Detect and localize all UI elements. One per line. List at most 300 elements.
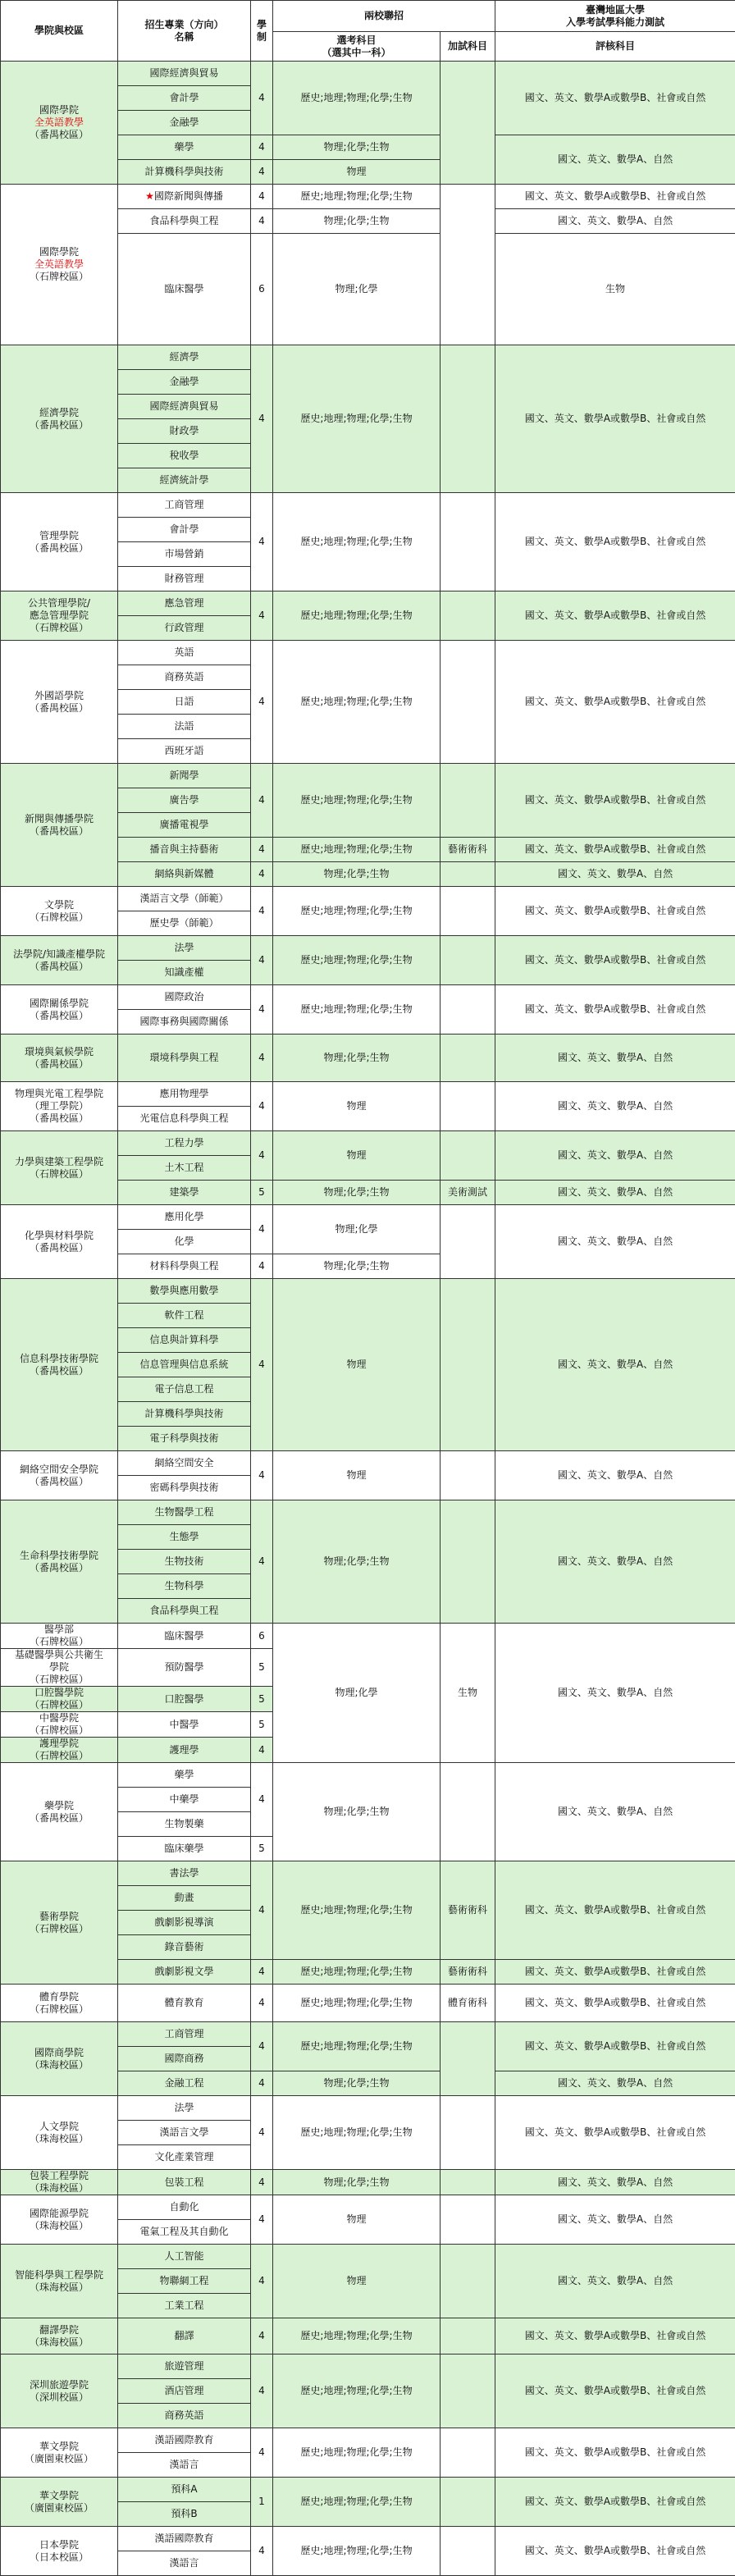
major-cell — [118, 665, 251, 690]
table-row — [1, 1131, 735, 1156]
extra-subject-cell — [441, 2096, 495, 2170]
extra-subject-cell — [441, 764, 495, 838]
college-line: 護理學院 — [3, 1738, 115, 1750]
years-cell: 4 — [251, 2245, 273, 2318]
major-name: 中藥學 — [169, 1793, 199, 1805]
major-cell — [118, 1230, 251, 1254]
test-subject-cell: 物理;化學;生物 — [273, 209, 441, 234]
header-test-subjects: 選考科目 （選其中一科） — [273, 32, 441, 62]
college-line: 國際學院 — [3, 104, 115, 116]
college-line: （番禺校區） — [3, 1562, 115, 1574]
college-line: （深圳校區） — [3, 2391, 115, 2404]
major-cell — [118, 838, 251, 862]
college-line: （珠海校區） — [3, 2220, 115, 2232]
college-line: 全英語教學 — [3, 258, 115, 271]
test-subject-cell: 歷史;地理;物理;化學;生物 — [273, 2354, 441, 2428]
years-cell: 4 — [251, 2527, 273, 2576]
header-college: 學院與校區 — [1, 1, 118, 62]
extra-subject-cell — [441, 862, 495, 887]
major-cell — [118, 1550, 251, 1574]
college-line: （番禺校區） — [3, 1242, 115, 1254]
test-subject-cell: 歷史;地理;物理;化學;生物 — [273, 985, 441, 1035]
major-cell — [118, 1788, 251, 1812]
table-row — [1, 936, 735, 961]
major-name: 漢語國際教育 — [154, 2533, 213, 2544]
college-line: （珠海校區） — [3, 2182, 115, 2195]
major-name: 藥學 — [174, 1769, 194, 1780]
major-cell — [118, 1574, 251, 1599]
test-subject-cell: 歷史;地理;物理;化學;生物 — [273, 1960, 441, 1985]
major-name: 經濟學 — [169, 351, 199, 363]
major-cell — [118, 887, 251, 911]
major-name: 食品科學與工程 — [149, 1605, 218, 1616]
years-cell: 4 — [251, 1738, 273, 1763]
extra-subject-cell — [441, 1763, 495, 1861]
major-cell — [118, 690, 251, 715]
major-cell — [118, 86, 251, 111]
test-subject-cell: 歷史;地理;物理;化學;生物 — [273, 493, 441, 591]
extra-subject-cell: 藝術術科 — [441, 1960, 495, 1985]
major-cell — [118, 1624, 251, 1649]
major-cell — [118, 1738, 251, 1763]
major-name: 建築學 — [169, 1186, 199, 1198]
major-cell — [118, 936, 251, 961]
major-name: 英語 — [174, 646, 194, 658]
extra-subject-cell — [441, 2428, 495, 2478]
major-name: 播音與主持藝術 — [149, 843, 218, 855]
years-cell: 5 — [251, 1712, 273, 1738]
college-cell — [1, 2022, 118, 2096]
eval-subject-cell: 國文、英文、數學A或數學B、社會或自然 — [495, 887, 735, 936]
college-line: 包裝工程學院 — [3, 2170, 115, 2182]
table-row — [1, 591, 735, 616]
major-cell — [118, 985, 251, 1010]
major-name: 藥學 — [174, 141, 194, 153]
major-name: 生物科學 — [164, 1580, 203, 1592]
major-cell — [118, 135, 251, 160]
major-name: 法學 — [174, 942, 194, 953]
major-cell — [118, 715, 251, 739]
major-cell — [118, 1911, 251, 1935]
college-cell — [1, 1451, 118, 1500]
test-subject-cell: 歷史;地理;物理;化學;生物 — [273, 2022, 441, 2071]
major-name: 信息管理與信息系統 — [139, 1359, 228, 1370]
years-cell: 4 — [251, 764, 273, 838]
college-line: （石牌校區） — [3, 1923, 115, 1935]
years-cell: 4 — [251, 1279, 273, 1451]
eval-subject-cell: 國文、英文、數學A或數學B、社會或自然 — [495, 2428, 735, 2478]
eval-subject-cell: 國文、英文、數學A或數學B、社會或自然 — [495, 345, 735, 493]
major-cell — [118, 1328, 251, 1353]
extra-subject-cell: 生物 — [441, 1624, 495, 1763]
years-cell: 4 — [251, 591, 273, 641]
major-cell — [118, 209, 251, 234]
eval-subject-cell: 國文、英文、數學A、自然 — [495, 862, 735, 887]
major-cell — [118, 2170, 251, 2195]
years-cell: 4 — [251, 1500, 273, 1624]
table-row — [1, 2245, 735, 2269]
years-cell: 4 — [251, 641, 273, 764]
major-cell — [118, 493, 251, 518]
header-joint: 兩校聯招 — [273, 1, 495, 32]
major-name: 應用化學 — [164, 1211, 203, 1222]
major-cell — [118, 2245, 251, 2269]
college-line: 網絡空間安全學院 — [3, 1464, 115, 1476]
major-name: 國際經濟與貿易 — [149, 400, 218, 412]
test-subject-cell: 歷史;地理;物理;化學;生物 — [273, 2096, 441, 2170]
major-name: 電子科學與技術 — [149, 1432, 218, 1444]
years-cell: 1 — [251, 2478, 273, 2527]
college-line: 日本學院 — [3, 2539, 115, 2551]
extra-subject-cell — [441, 2245, 495, 2318]
major-cell — [118, 1010, 251, 1035]
eval-subject-cell: 國文、英文、數學A或數學B、社會或自然 — [495, 2527, 735, 2576]
extra-subject-cell: 美術測試 — [441, 1181, 495, 1205]
major-cell — [118, 1353, 251, 1377]
college-line: （石牌校區） — [3, 1168, 115, 1181]
table-row — [1, 1763, 735, 1788]
test-subject-cell: 物理;化學;生物 — [273, 1500, 441, 1624]
major-cell — [118, 1935, 251, 1960]
eval-subject-cell: 國文、英文、數學A、自然 — [495, 2245, 735, 2318]
major-cell — [118, 2502, 251, 2527]
eval-subject-cell: 國文、英文、數學A或數學B、社會或自然 — [495, 985, 735, 1035]
major-name: 錄音藝術 — [164, 1941, 203, 1953]
major-name: 工商管理 — [164, 499, 203, 510]
college-line: （番禺校區） — [3, 1112, 115, 1125]
major-cell — [118, 1985, 251, 2022]
eval-subject-cell: 國文、英文、數學A、自然 — [495, 1763, 735, 1861]
major-name: 物聯網工程 — [159, 2275, 208, 2286]
extra-subject-cell — [441, 591, 495, 641]
major-name: 知識產權 — [164, 966, 203, 978]
years-cell: 4 — [251, 2195, 273, 2245]
major-name: 金融學 — [169, 116, 199, 128]
years-cell: 6 — [251, 234, 273, 345]
major-name: 電氣工程及其自動化 — [139, 2226, 228, 2237]
major-cell — [118, 160, 251, 185]
college-line: （番禺校區） — [3, 1010, 115, 1022]
college-line: （石牌校區） — [3, 2003, 115, 2016]
college-cell — [1, 1082, 118, 1131]
test-subject-cell: 物理;化學;生物 — [273, 1181, 441, 1205]
college-cell — [1, 345, 118, 493]
major-name: 西班牙語 — [164, 745, 203, 756]
major-name: 漢語言文學 — [159, 2126, 208, 2138]
major-name: 材料科學與工程 — [149, 1260, 218, 1272]
college-line: 應急管理學院 — [3, 610, 115, 622]
eval-subject-cell: 國文、英文、數學A或數學B、社會或自然 — [495, 493, 735, 591]
extra-subject-cell: 生物 — [495, 234, 735, 345]
eval-subject-cell: 國文、英文、數學A或數學B、社會或自然 — [495, 838, 735, 862]
major-cell — [118, 2071, 251, 2096]
major-name: 自動化 — [169, 2201, 199, 2213]
test-subject-cell: 歷史;地理;物理;化學;生物 — [273, 185, 441, 209]
college-line: 物理與光電工程學院 — [3, 1088, 115, 1100]
college-line: （石牌校區） — [3, 1724, 115, 1737]
table-row — [1, 2527, 735, 2551]
major-name: 生態學 — [169, 1531, 199, 1542]
college-line: （珠海校區） — [3, 2133, 115, 2145]
years-cell: 4 — [251, 185, 273, 209]
college-cell — [1, 2428, 118, 2478]
major-cell — [118, 2220, 251, 2245]
major-name: 包裝工程 — [164, 2176, 203, 2188]
major-name: 中醫學 — [169, 1719, 199, 1730]
college-line: 深圳旅遊學院 — [3, 2379, 115, 2391]
college-line: 新聞與傳播學院 — [3, 813, 115, 825]
major-cell — [118, 2195, 251, 2220]
test-subject-cell: 物理;化學;生物 — [273, 1763, 441, 1861]
college-cell — [1, 1205, 118, 1279]
major-cell — [118, 1763, 251, 1788]
table-row — [1, 1624, 735, 1649]
years-cell: 4 — [251, 1205, 273, 1254]
college-line: （番禺校區） — [3, 961, 115, 973]
college-line: 基礎醫學與公共衛生 — [3, 1649, 115, 1661]
extra-subject-cell — [441, 2022, 495, 2096]
major-cell — [118, 1451, 251, 1476]
college-line: 中醫學院 — [3, 1712, 115, 1724]
eval-subject-cell: 國文、英文、數學A或數學B、社會或自然 — [495, 62, 735, 135]
college-line: 國際商學院 — [3, 2047, 115, 2059]
college-line: （番禺校區） — [3, 419, 115, 432]
major-name: 化學 — [174, 1235, 194, 1247]
major-cell — [118, 185, 251, 209]
table-row — [1, 2195, 735, 2220]
years-cell: 4 — [251, 985, 273, 1035]
college-cell — [1, 2170, 118, 2195]
table-row — [1, 764, 735, 788]
college-line: 環境與氣候學院 — [3, 1046, 115, 1058]
college-line: 外國語學院 — [3, 690, 115, 702]
major-cell — [118, 1254, 251, 1279]
major-cell — [118, 2551, 251, 2576]
eval-subject-cell: 國文、英文、數學A或數學B、社會或自然 — [495, 641, 735, 764]
table-row — [1, 1861, 735, 1886]
extra-subject-cell — [441, 2318, 495, 2354]
table-row — [1, 2022, 735, 2047]
extra-subject-cell: 體育術科 — [441, 1985, 495, 2022]
test-subject-cell: 歷史;地理;物理;化學;生物 — [273, 62, 441, 135]
years-cell: 4 — [251, 1131, 273, 1181]
table-row — [1, 1500, 735, 1525]
major-cell — [118, 911, 251, 936]
table-row — [1, 2354, 735, 2379]
years-cell: 4 — [251, 887, 273, 936]
college-line: （番禺校區） — [3, 129, 115, 141]
college-line: （廣園東校區） — [3, 2502, 115, 2514]
extra-subject-cell: 藝術術科 — [441, 1861, 495, 1960]
test-subject-cell: 物理;化學;生物 — [273, 2071, 441, 2096]
eval-subject-cell: 國文、英文、數學A或數學B、社會或自然 — [495, 1960, 735, 1985]
extra-subject-cell — [441, 2478, 495, 2527]
table-row — [1, 2318, 735, 2354]
major-name: 應急管理 — [164, 597, 203, 609]
extra-subject-cell — [441, 185, 495, 345]
eval-subject-cell: 國文、英文、數學A、自然 — [495, 1205, 735, 1279]
major-cell — [118, 2404, 251, 2428]
major-name: 網絡空間安全 — [154, 1457, 213, 1468]
test-subject-cell: 物理 — [273, 1451, 441, 1500]
major-name: 生物醫學工程 — [154, 1506, 213, 1518]
college-line: （珠海校區） — [3, 2059, 115, 2071]
years-cell: 4 — [251, 2354, 273, 2428]
major-cell — [118, 1886, 251, 1911]
years-cell: 6 — [251, 1624, 273, 1649]
major-name: 預科B — [171, 2508, 197, 2519]
major-cell — [118, 518, 251, 542]
major-cell — [118, 444, 251, 468]
college-cell — [1, 1649, 118, 1687]
extra-subject-cell — [441, 2527, 495, 2576]
major-cell — [118, 395, 251, 419]
years-cell: 4 — [251, 2022, 273, 2071]
years-cell: 4 — [251, 2096, 273, 2170]
test-subject-cell: 歷史;地理;物理;化學;生物 — [273, 641, 441, 764]
college-line: 藥學院 — [3, 1800, 115, 1812]
test-subject-cell: 物理 — [273, 160, 441, 185]
major-name: 口腔醫學 — [164, 1693, 203, 1705]
college-line: （番禺校區） — [3, 825, 115, 838]
extra-subject-cell — [441, 936, 495, 985]
extra-subject-cell — [441, 493, 495, 591]
table-row — [1, 641, 735, 665]
extra-subject-cell — [441, 2170, 495, 2195]
test-subject-cell: 歷史;地理;物理;化學;生物 — [273, 1985, 441, 2022]
college-cell — [1, 493, 118, 591]
test-subject-cell: 物理;化學;生物 — [273, 862, 441, 887]
test-subject-cell: 歷史;地理;物理;化學;生物 — [273, 2428, 441, 2478]
major-cell — [118, 1131, 251, 1156]
college-cell — [1, 185, 118, 345]
major-cell — [118, 862, 251, 887]
table-row — [1, 185, 735, 209]
test-subject-cell: 歷史;地理;物理;化學;生物 — [273, 936, 441, 985]
college-line: 文學院 — [3, 899, 115, 911]
years-cell: 4 — [251, 209, 273, 234]
extra-subject-cell — [441, 1451, 495, 1500]
extra-subject-cell — [441, 62, 495, 185]
major-name: 軟件工程 — [164, 1309, 203, 1321]
college-line: （石牌校區） — [3, 1699, 115, 1711]
major-name: 法學 — [174, 2102, 194, 2113]
college-cell — [1, 591, 118, 641]
major-name: 體育教育 — [164, 1997, 203, 2008]
college-line: 國際關係學院 — [3, 998, 115, 1010]
major-name: 漢語言 — [169, 2459, 199, 2470]
major-cell — [118, 1402, 251, 1427]
eval-subject-cell: 國文、英文、數學A或數學B、社會或自然 — [495, 591, 735, 641]
eval-subject-cell: 國文、英文、數學A或數學B、社會或自然 — [495, 764, 735, 838]
major-name: 金融工程 — [164, 2077, 203, 2089]
table-row — [1, 2096, 735, 2121]
major-name: 金融學 — [169, 376, 199, 387]
test-subject-cell: 歷史;地理;物理;化學;生物 — [273, 764, 441, 838]
college-cell — [1, 1712, 118, 1738]
college-cell — [1, 1985, 118, 2022]
eval-subject-cell: 國文、英文、數學A、自然 — [495, 1624, 735, 1763]
eval-subject-cell: 國文、英文、數學A或數學B、社會或自然 — [495, 2022, 735, 2071]
major-name: 廣告學 — [169, 794, 199, 806]
major-name: 商務英語 — [164, 2409, 203, 2421]
table-row — [1, 1279, 735, 1304]
college-cell — [1, 1763, 118, 1861]
college-line: 華文學院 — [3, 2441, 115, 2453]
college-line: （番禺校區） — [3, 1812, 115, 1825]
major-cell — [118, 1377, 251, 1402]
years-cell: 4 — [251, 135, 273, 160]
years-cell: 4 — [251, 1451, 273, 1500]
extra-subject-cell — [441, 1131, 495, 1181]
major-name: 歷史學（師範） — [149, 917, 218, 929]
test-subject-cell: 歷史;地理;物理;化學;生物 — [273, 838, 441, 862]
college-line: 智能科學與工程學院 — [3, 2269, 115, 2281]
major-name: 生物技術 — [164, 1555, 203, 1567]
college-line: 國際能源學院 — [3, 2208, 115, 2220]
college-cell — [1, 2195, 118, 2245]
college-line: （石牌校區） — [3, 1750, 115, 1762]
major-name: 國際經濟與貿易 — [149, 67, 218, 79]
college-cell — [1, 1131, 118, 1205]
major-name: 動畫 — [174, 1892, 194, 1903]
major-cell — [118, 2453, 251, 2478]
years-cell: 4 — [251, 1861, 273, 1960]
college-cell — [1, 1861, 118, 1985]
college-cell — [1, 887, 118, 936]
major-name: 預科A — [171, 2483, 197, 2495]
college-cell — [1, 1279, 118, 1451]
eval-subject-cell: 國文、英文、數學A、自然 — [495, 1181, 735, 1205]
college-line: 管理學院 — [3, 530, 115, 542]
extra-subject-cell — [441, 1082, 495, 1131]
college-line: （珠海校區） — [3, 2336, 115, 2349]
major-name: 廣播電視學 — [159, 819, 208, 830]
test-subject-cell: 物理;化學 — [273, 234, 441, 345]
extra-subject-cell — [441, 1279, 495, 1451]
college-cell — [1, 1738, 118, 1763]
major-name: 應用物理學 — [159, 1088, 208, 1099]
table-row — [1, 2428, 735, 2453]
test-subject-cell: 歷史;地理;物理;化學;生物 — [273, 345, 441, 493]
major-cell — [118, 1500, 251, 1525]
major-name: 會計學 — [169, 92, 199, 103]
college-line: 華文學院 — [3, 2490, 115, 2502]
major-cell — [118, 1035, 251, 1082]
college-cell — [1, 2245, 118, 2318]
major-name: 商務英語 — [164, 671, 203, 683]
years-cell: 4 — [251, 2170, 273, 2195]
eval-subject-cell: 國文、英文、數學A、自然 — [495, 2195, 735, 2245]
major-name: 法語 — [174, 720, 194, 732]
years-cell: 4 — [251, 838, 273, 862]
eval-subject-cell: 國文、英文、數學A或數學B、社會或自然 — [495, 2096, 735, 2170]
years-cell: 4 — [251, 493, 273, 591]
major-name: 國際新聞與傳播 — [154, 190, 223, 202]
college-cell — [1, 2527, 118, 2576]
college-line: 翻譯學院 — [3, 2324, 115, 2336]
extra-subject-cell — [441, 1205, 495, 1279]
test-subject-cell: 物理;化學;生物 — [273, 135, 441, 160]
extra-subject-cell — [441, 1500, 495, 1624]
major-cell — [118, 2478, 251, 2502]
major-cell — [118, 1427, 251, 1451]
header-taiwan: 臺灣地區大學 入學考試學科能力測試 — [495, 1, 735, 32]
major-name: 財政學 — [169, 425, 199, 436]
header-extra: 加試科目 — [441, 32, 495, 62]
major-name: 國際事務與國際關係 — [139, 1016, 228, 1027]
major-name: 漢語國際教育 — [154, 2434, 213, 2446]
